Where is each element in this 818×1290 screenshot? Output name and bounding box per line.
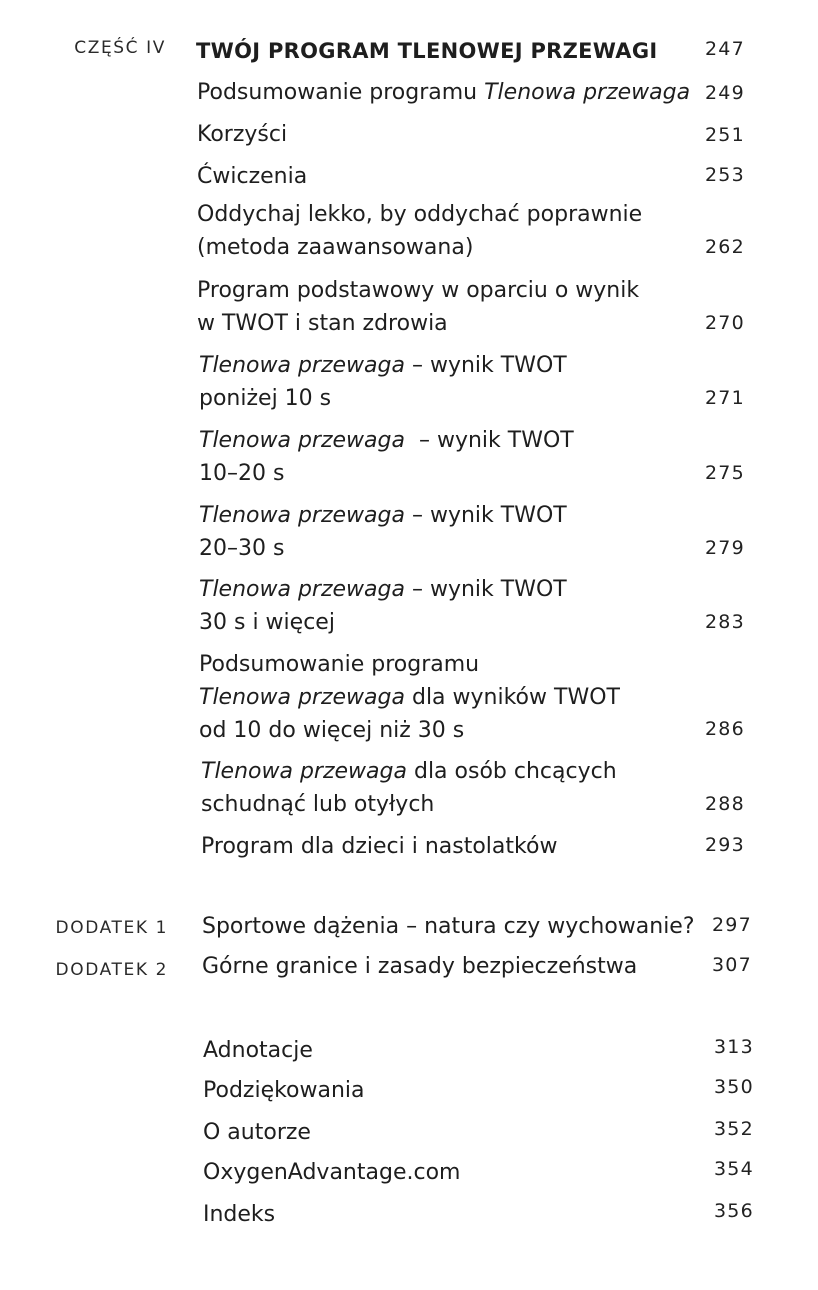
page-number: 270	[705, 312, 745, 334]
page-number: 286	[705, 718, 745, 740]
page-number: 275	[705, 462, 745, 484]
page-number: 350	[714, 1076, 754, 1098]
page-number: 356	[714, 1200, 754, 1222]
entry-title: Podsumowanie programu	[199, 652, 480, 677]
page-number: 262	[705, 236, 745, 258]
entry-title-line2: (metoda zaawansowana)	[197, 235, 474, 260]
entry-title: – wynik TWOT	[404, 353, 567, 378]
back-matter-title: Adnotacje	[203, 1038, 313, 1063]
entry-title-italic: Tlenowa przewaga	[201, 759, 407, 784]
entry-title: Korzyści	[197, 122, 288, 147]
part-label: CZĘŚĆ IV	[74, 38, 166, 58]
entry-title: Ćwiczenia	[197, 164, 308, 189]
appendix-label: DODATEK 1	[55, 918, 168, 938]
entry-title-line3: od 10 do więcej niż 30 s	[199, 718, 465, 743]
entry-title: – wynik TWOT	[404, 577, 567, 602]
entry-title-line2: schudnąć lub otyłych	[201, 792, 435, 817]
page-number: 251	[705, 124, 745, 146]
page-number: 293	[705, 834, 745, 856]
page-number: 307	[712, 954, 752, 976]
entry-title-italic: Tlenowa przewaga	[199, 428, 405, 453]
page-number: 283	[705, 611, 745, 633]
entry-title-italic: Tlenowa przewaga	[199, 503, 405, 528]
entry-title-line2: dla wyników TWOT	[404, 685, 620, 710]
appendix-label: DODATEK 2	[55, 960, 168, 980]
entry-title: Oddychaj lekko, by oddychać poprawnie	[197, 202, 643, 227]
entry-title-line2: 20–30 s	[199, 536, 285, 561]
page-number: 288	[705, 793, 745, 815]
appendix-title: Górne granice i zasady bezpieczeństwa	[202, 954, 638, 979]
page-number: 253	[705, 164, 745, 186]
entry-title: – wynik TWOT	[404, 503, 567, 528]
back-matter-title: O autorze	[203, 1120, 311, 1145]
entry-title-italic: Tlenowa przewaga	[199, 353, 405, 378]
back-matter-title: Indeks	[203, 1202, 276, 1227]
page-number: 352	[714, 1118, 754, 1140]
entry-title: – wynik TWOT	[404, 428, 574, 453]
entry-title-line2: 10–20 s	[199, 461, 285, 486]
page-number: 249	[705, 82, 745, 104]
appendix-title: Sportowe dążenia – natura czy wychowanie?	[202, 914, 695, 939]
entry-title-line2: poniżej 10 s	[199, 386, 332, 411]
page-number: 313	[714, 1036, 754, 1058]
entry-title: dla osób chcących	[406, 759, 617, 784]
entry-title-italic: Tlenowa przewaga	[484, 80, 691, 105]
entry-title-line2: w TWOT i stan zdrowia	[197, 311, 448, 336]
entry-title-line2: 30 s i więcej	[199, 610, 335, 635]
entry-title-italic: Tlenowa przewaga	[199, 685, 405, 710]
entry-title: Program dla dzieci i nastolatków	[201, 834, 558, 859]
part-title: TWÓJ PROGRAM TLENOWEJ PRZEWAGI	[196, 39, 658, 63]
page-number: 247	[705, 38, 745, 60]
entry-title: Podsumowanie programu	[197, 80, 485, 105]
entry-title: Program podstawowy w oparciu o wynik	[197, 278, 640, 303]
page-number: 271	[705, 387, 745, 409]
page-number: 354	[714, 1158, 754, 1180]
back-matter-title: Podziękowania	[203, 1078, 365, 1103]
back-matter-title: OxygenAdvantage.com	[203, 1160, 461, 1185]
entry-title-italic: Tlenowa przewaga	[199, 577, 405, 602]
page-number: 297	[712, 914, 752, 936]
page-number: 279	[705, 537, 745, 559]
